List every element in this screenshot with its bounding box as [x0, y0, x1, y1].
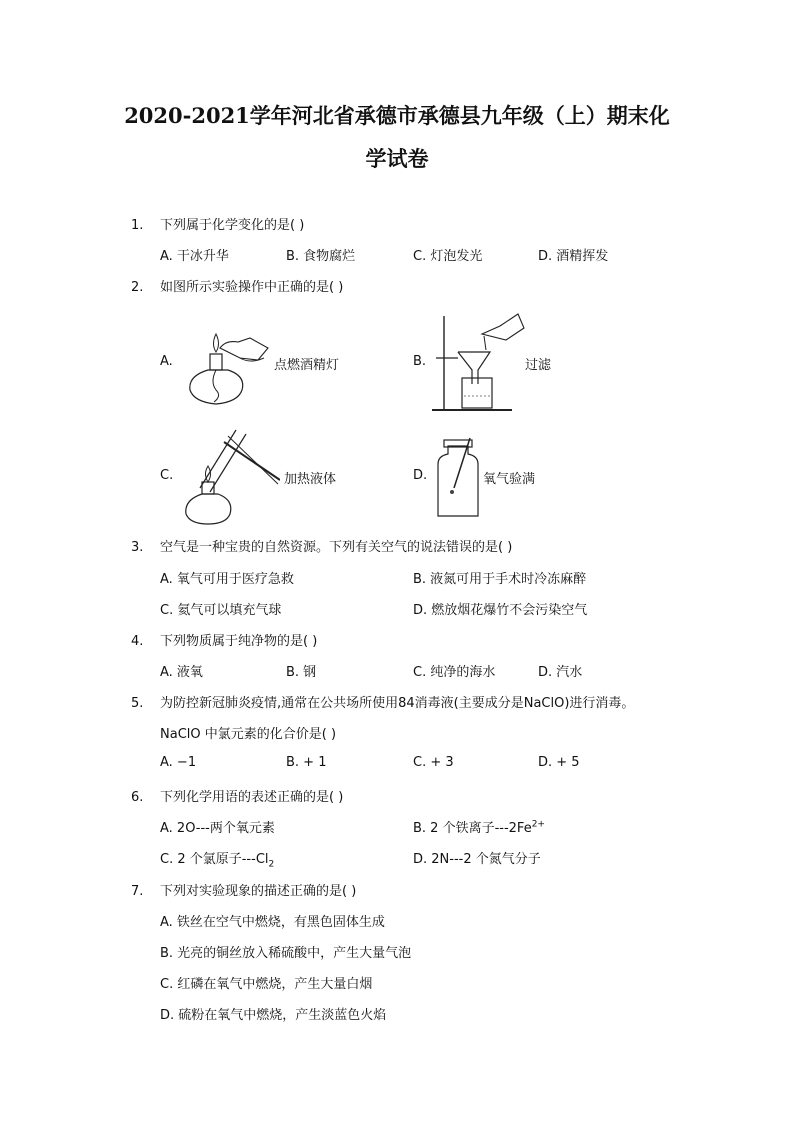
question-number: 4. — [131, 634, 144, 649]
option-c: C. 纯净的海水 — [413, 665, 496, 680]
filtration-figure — [428, 306, 528, 414]
question-number: 5. — [131, 696, 144, 711]
option-a: A. 液氧 — [160, 665, 203, 680]
option-c: C. 氦气可以填充气球 — [160, 603, 282, 618]
option-c: C. + 3 — [413, 755, 454, 770]
question-4 — [131, 630, 317, 649]
question-number: 7. — [131, 884, 144, 899]
question-1 — [131, 214, 304, 233]
option-b: B. 液氮可用于手术时冷冻麻醉 — [413, 572, 587, 587]
figure-option-a-caption: 点燃酒精灯 — [274, 358, 340, 373]
figure-option-d-caption: 氧气验满 — [483, 472, 536, 487]
option-a: A. −1 — [160, 755, 197, 770]
question-stem: 空气是一种宝贵的自然资源。下列有关空气的说法错误的是( ) — [160, 540, 513, 555]
option-a: A. 氧气可用于医疗急救 — [160, 572, 294, 587]
figure-option-b-letter: B. — [413, 354, 427, 369]
question-number: 6. — [131, 790, 144, 805]
question-number: 3. — [131, 540, 144, 555]
option-a: A. 干冰升华 — [160, 249, 229, 264]
question-2 — [131, 276, 343, 295]
charge-superscript: 2+ — [531, 819, 545, 830]
lighting-alcohol-lamp-figure — [180, 318, 275, 408]
option-d: D. 硫粉在氧气中燃烧，产生淡蓝色火焰 — [160, 1008, 387, 1023]
option-d: D. 2N---2 个氮气分子 — [413, 852, 541, 867]
option-b: B. 钢 — [286, 665, 317, 680]
oxygen-test-figure — [430, 436, 486, 520]
question-7 — [131, 880, 356, 899]
question-number: 1. — [131, 218, 144, 233]
option-c: C. 红磷在氧气中燃烧，产生大量白烟 — [160, 977, 373, 992]
question-stem-continued: NaClO 中氯元素的化合价是( ) — [160, 727, 337, 742]
option-d: D. 酒精挥发 — [538, 249, 609, 264]
question-5 — [131, 692, 634, 711]
subscript: 2 — [268, 859, 275, 870]
option-b: B. 2 个铁离子$---2Fe^{2+}$ — [413, 819, 545, 836]
option-d: D. + 5 — [538, 755, 580, 770]
question-number: 2. — [131, 280, 144, 295]
question-stem: 下列对实验现象的描述正确的是( ) — [160, 884, 357, 899]
figure-option-d-letter: D. — [413, 468, 428, 483]
option-d: D. 汽水 — [538, 665, 583, 680]
question-6 — [131, 786, 343, 805]
option-d: D. 燃放烟花爆竹不会污染空气 — [413, 603, 588, 618]
question-stem: 下列物质属于纯净物的是( ) — [160, 634, 318, 649]
question-stem: 下列化学用语的表述正确的是( ) — [160, 790, 344, 805]
question-stem: 如图所示实验操作中正确的是( ) — [160, 280, 344, 295]
figure-option-a-letter: A. — [160, 354, 173, 369]
document-title-line1: 2020-2021学年河北省承德市承德县九年级（上）期末化 — [124, 103, 670, 128]
option-b: B. + 1 — [286, 755, 327, 770]
figure-option-c-letter: C. — [160, 468, 174, 483]
option-a: A. 铁丝在空气中燃烧，有黑色固体生成 — [160, 915, 385, 930]
heating-liquid-figure — [180, 426, 280, 528]
figure-option-c-caption: 加热液体 — [284, 472, 337, 487]
question-stem: 为防控新冠肺炎疫情,通常在公共场所使用84消毒液(主要成分是NaClO)进行消毒。 — [160, 696, 635, 711]
figure-option-b-caption: 过滤 — [525, 358, 552, 373]
question-3 — [131, 536, 512, 555]
question-stem: 下列属于化学变化的是( ) — [160, 218, 305, 233]
option-b: B. 食物腐烂 — [286, 249, 356, 264]
option-a: A. 2O---两个氧元素 — [160, 821, 275, 836]
document-title-line2: 学试卷 — [365, 146, 429, 171]
option-c: C. 灯泡发光 — [413, 249, 483, 264]
option-c: C. 2 个氯原子$---Cl_2$ — [160, 852, 275, 870]
option-b: B. 光亮的铜丝放入稀硫酸中，产生大量气泡 — [160, 946, 412, 961]
